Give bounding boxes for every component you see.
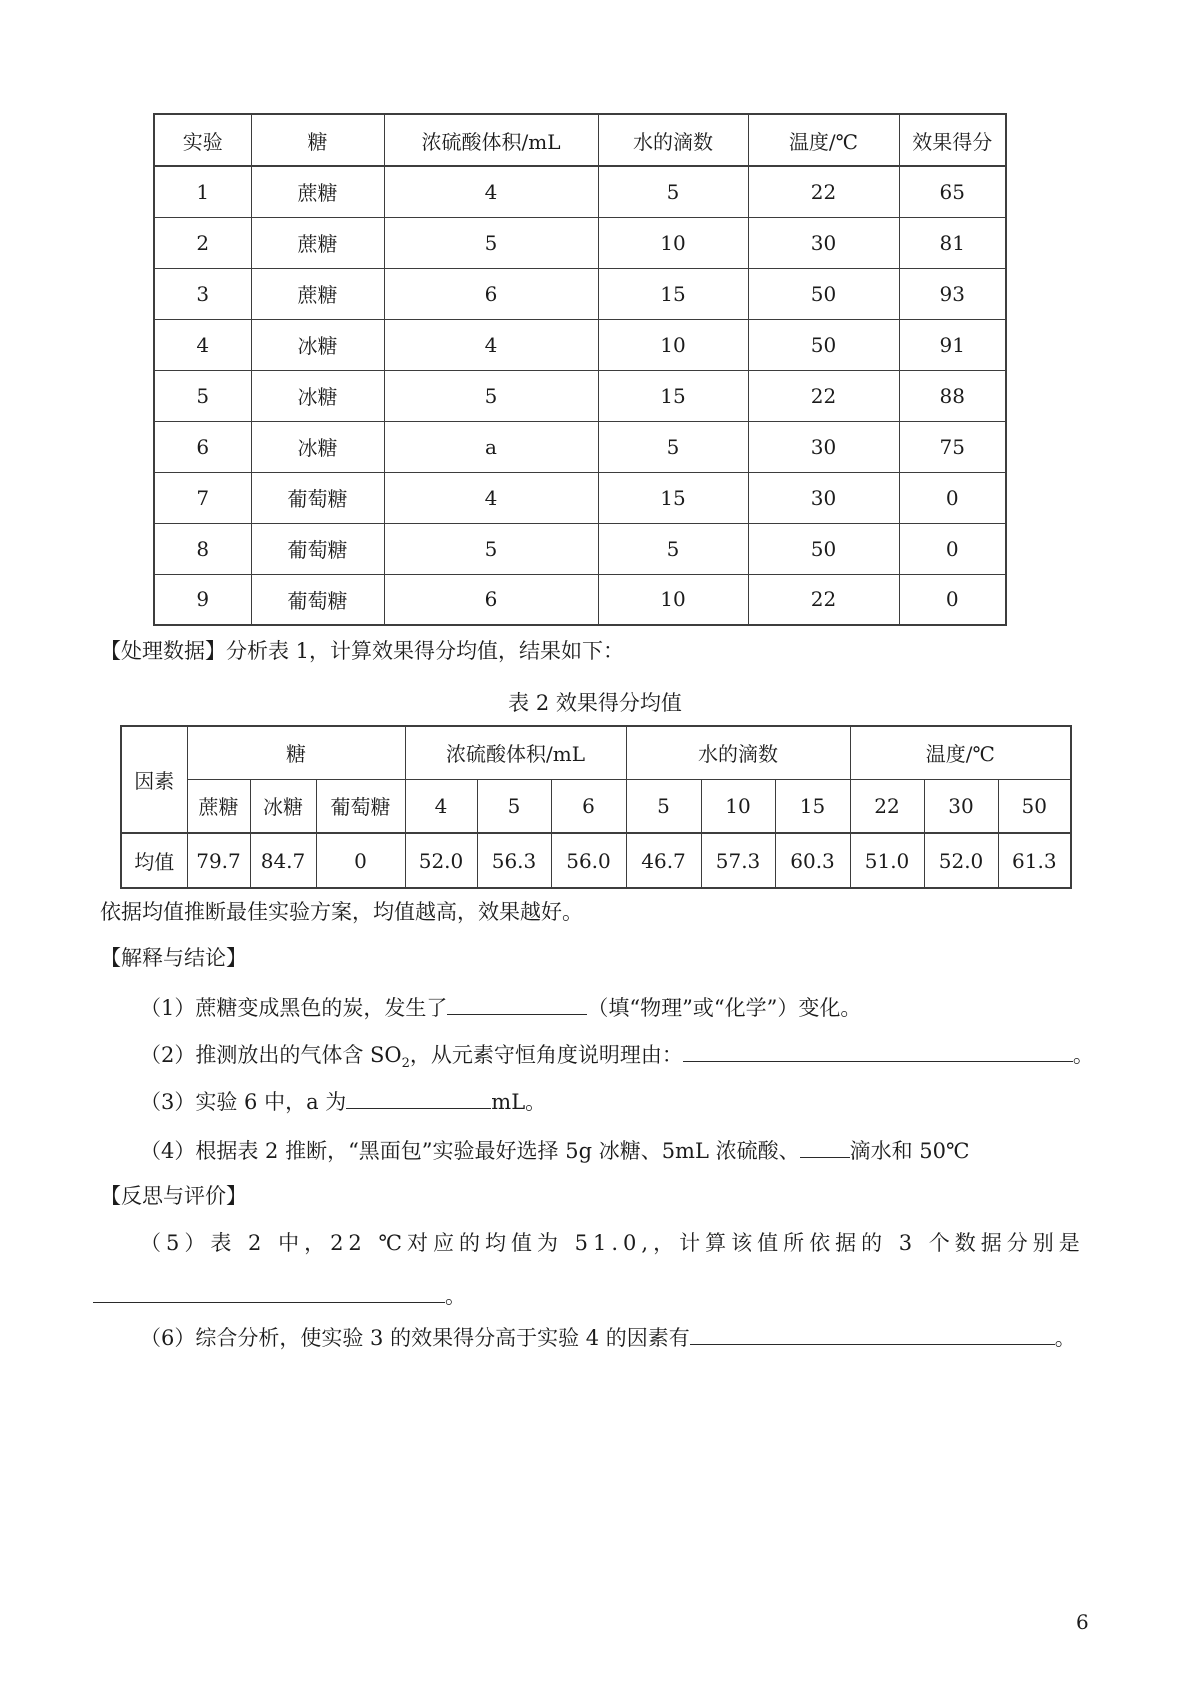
- table2-sub-header-cell: 5: [477, 779, 551, 833]
- table1-row: [154, 319, 1006, 370]
- table1-cell: 81: [899, 217, 1006, 268]
- table1-cell: 8: [154, 523, 251, 574]
- table1-cell: 蔗糖: [251, 166, 384, 217]
- table1-cell: 0: [899, 523, 1006, 574]
- table1-cell: 冰糖: [251, 319, 384, 370]
- question-4-post: 滴水和 50℃: [849, 1139, 970, 1163]
- question-5-post: 。: [445, 1284, 466, 1308]
- question-2-pre1: （2）推测放出的气体含 SO: [140, 1043, 402, 1067]
- question-2: [140, 1041, 1094, 1077]
- question-1: [140, 994, 861, 1021]
- table1-header-cell: 实验: [154, 114, 251, 166]
- section-explain-header: 【解释与结论】: [100, 946, 247, 970]
- table2-mean-label: 均值: [121, 833, 187, 888]
- table1-cell: 75: [899, 421, 1006, 472]
- table1-cell: 50: [748, 268, 899, 319]
- table1-cell: 5: [384, 217, 598, 268]
- table1-cell: 15: [598, 472, 748, 523]
- table2-mean-cell: 52.0: [924, 833, 998, 888]
- table1-cell: 22: [748, 574, 899, 625]
- table2-mean-cell: 79.7: [187, 833, 250, 888]
- table1-cell: 30: [748, 421, 899, 472]
- note-text: 依据均值推断最佳实验方案，均值越高，效果越好。: [100, 900, 583, 924]
- table1-cell: 蔗糖: [251, 268, 384, 319]
- table2-sub-header-cell: 22: [850, 779, 924, 833]
- table1-row: [154, 370, 1006, 421]
- table2-group-header-row: [121, 726, 1071, 779]
- table2-sub-header-cell: 50: [998, 779, 1071, 833]
- table1-row: [154, 421, 1006, 472]
- question-4-pre: （4）根据表 2 推断，“黑面包”实验最好选择 5g 冰糖、5mL 浓硫酸、: [140, 1139, 800, 1163]
- table1-header-cell: 糖: [251, 114, 384, 166]
- table1-cell: 15: [598, 370, 748, 421]
- table2-mean-cell: 60.3: [775, 833, 850, 888]
- table1-header-cell: 浓硫酸体积/mL: [384, 114, 598, 166]
- table1-cell: 9: [154, 574, 251, 625]
- table1-cell: 1: [154, 166, 251, 217]
- table2-sub-header-cell: 5: [626, 779, 701, 833]
- table2-sub-header-cell: 6: [551, 779, 626, 833]
- answer-blank-1: [447, 994, 587, 1015]
- table1-cell: 葡萄糖: [251, 574, 384, 625]
- question-4: [140, 1137, 969, 1164]
- table1-row: [154, 268, 1006, 319]
- table-2: [120, 725, 1072, 889]
- table1-cell: 4: [384, 472, 598, 523]
- table2-mean-cell: 0: [316, 833, 405, 888]
- table2-group-label: 浓硫酸体积/mL: [405, 726, 626, 779]
- table1-cell: 10: [598, 217, 748, 268]
- table1-cell: 65: [899, 166, 1006, 217]
- table2-group-label: 温度/℃: [850, 726, 1071, 779]
- page-number: 6: [1076, 1610, 1089, 1634]
- table2-sub-header-cell: 15: [775, 779, 850, 833]
- table2-sub-header-cell: 10: [701, 779, 775, 833]
- question-6: [140, 1324, 1076, 1351]
- table1-cell: a: [384, 421, 598, 472]
- table1-cell: 2: [154, 217, 251, 268]
- table1-row: [154, 523, 1006, 574]
- table2-group-label: 水的滴数: [626, 726, 850, 779]
- table2-factor-label: 因素: [121, 726, 187, 833]
- question-5-line1: （5）表 2 中，22 ℃对应的均值为 51.0,，计算该值所依据的 3 个数据分别是: [140, 1231, 1085, 1255]
- table1-cell: 10: [598, 574, 748, 625]
- table1-cell: 4: [384, 166, 598, 217]
- question-6-post: 。: [1054, 1326, 1076, 1350]
- table2-mean-cell: 46.7: [626, 833, 701, 888]
- answer-blank-6: [690, 1324, 1055, 1345]
- table1-cell: 30: [748, 472, 899, 523]
- table2-sub-header-cell: 葡萄糖: [316, 779, 405, 833]
- table1-cell: 6: [154, 421, 251, 472]
- table1-cell: 5: [154, 370, 251, 421]
- question-1-post: （填“物理”或“化学”）变化。: [587, 996, 862, 1020]
- answer-blank-2: [683, 1041, 1073, 1062]
- table2-sub-header-cell: 4: [405, 779, 477, 833]
- table1-cell: 5: [384, 370, 598, 421]
- table1-cell: 0: [899, 574, 1006, 625]
- table1-cell: 22: [748, 166, 899, 217]
- table1-row: [154, 574, 1006, 625]
- table2-mean-cell: 84.7: [250, 833, 316, 888]
- table1-header-cell: 温度/℃: [748, 114, 899, 166]
- table1-cell: 冰糖: [251, 421, 384, 472]
- table1-cell: 6: [384, 574, 598, 625]
- question-5-line2: [93, 1282, 466, 1309]
- table1-cell: 30: [748, 217, 899, 268]
- table1-cell: 15: [598, 268, 748, 319]
- answer-blank-3: [346, 1088, 491, 1109]
- question-2-post: 。: [1072, 1043, 1094, 1067]
- table1-cell: 葡萄糖: [251, 523, 384, 574]
- table1-cell: 6: [384, 268, 598, 319]
- question-3-pre: （3）实验 6 中，a 为: [140, 1090, 347, 1114]
- table1-cell: 3: [154, 268, 251, 319]
- table2-title: 表 2 效果得分均值: [508, 691, 682, 715]
- table1-cell: 5: [384, 523, 598, 574]
- table1-header-cell: 效果得分: [899, 114, 1006, 166]
- table-1: [153, 113, 1007, 626]
- table1-cell: 93: [899, 268, 1006, 319]
- table1-row: [154, 472, 1006, 523]
- question-2-pre2: ，从元素守恒角度说明理由：: [409, 1043, 683, 1067]
- table1-cell: 10: [598, 319, 748, 370]
- so2-subscript: 2: [401, 1056, 410, 1072]
- table2-group-label: 糖: [187, 726, 405, 779]
- table1-header-cell: 水的滴数: [598, 114, 748, 166]
- table1-cell: 5: [598, 523, 748, 574]
- table2-sub-header-cell: 蔗糖: [187, 779, 250, 833]
- table1-body: [154, 166, 1006, 625]
- table2-mean-cell: 52.0: [405, 833, 477, 888]
- table1-cell: 5: [598, 166, 748, 217]
- section-reflect-header: 【反思与评价】: [100, 1184, 247, 1208]
- table1-cell: 91: [899, 319, 1006, 370]
- table1-cell: 7: [154, 472, 251, 523]
- table2-mean-cell: 57.3: [701, 833, 775, 888]
- table1-cell: 22: [748, 370, 899, 421]
- table1-cell: 50: [748, 319, 899, 370]
- question-6-pre: （6）综合分析，使实验 3 的效果得分高于实验 4 的因素有: [140, 1326, 690, 1350]
- question-3: [140, 1088, 546, 1115]
- table1-cell: 4: [384, 319, 598, 370]
- table2-sub-header-cell: 30: [924, 779, 998, 833]
- table2-sub-header-cell: 冰糖: [250, 779, 316, 833]
- table1-cell: 冰糖: [251, 370, 384, 421]
- table2-sub-header-row: [121, 779, 1071, 833]
- table1-header-row: [154, 114, 1006, 166]
- answer-blank-4: [800, 1137, 850, 1158]
- table1-cell: 5: [598, 421, 748, 472]
- question-1-pre: （1）蔗糖变成黑色的炭，发生了: [140, 996, 448, 1020]
- answer-blank-5: [93, 1282, 445, 1303]
- table2-mean-cell: 56.0: [551, 833, 626, 888]
- table1-cell: 蔗糖: [251, 217, 384, 268]
- table1-cell: 4: [154, 319, 251, 370]
- table2-body: [121, 726, 1071, 888]
- table1-cell: 88: [899, 370, 1006, 421]
- table2-mean-cell: 61.3: [998, 833, 1071, 888]
- question-3-post: mL。: [491, 1090, 547, 1114]
- table1-cell: 0: [899, 472, 1006, 523]
- process-data-text: 【处理数据】分析表 1，计算效果得分均值，结果如下：: [100, 639, 625, 663]
- table2-mean-cell: 56.3: [477, 833, 551, 888]
- table1-cell: 葡萄糖: [251, 472, 384, 523]
- table1-row: [154, 166, 1006, 217]
- table1-cell: 50: [748, 523, 899, 574]
- table2-mean-cell: 51.0: [850, 833, 924, 888]
- table1-row: [154, 217, 1006, 268]
- table2-mean-row: [121, 833, 1071, 888]
